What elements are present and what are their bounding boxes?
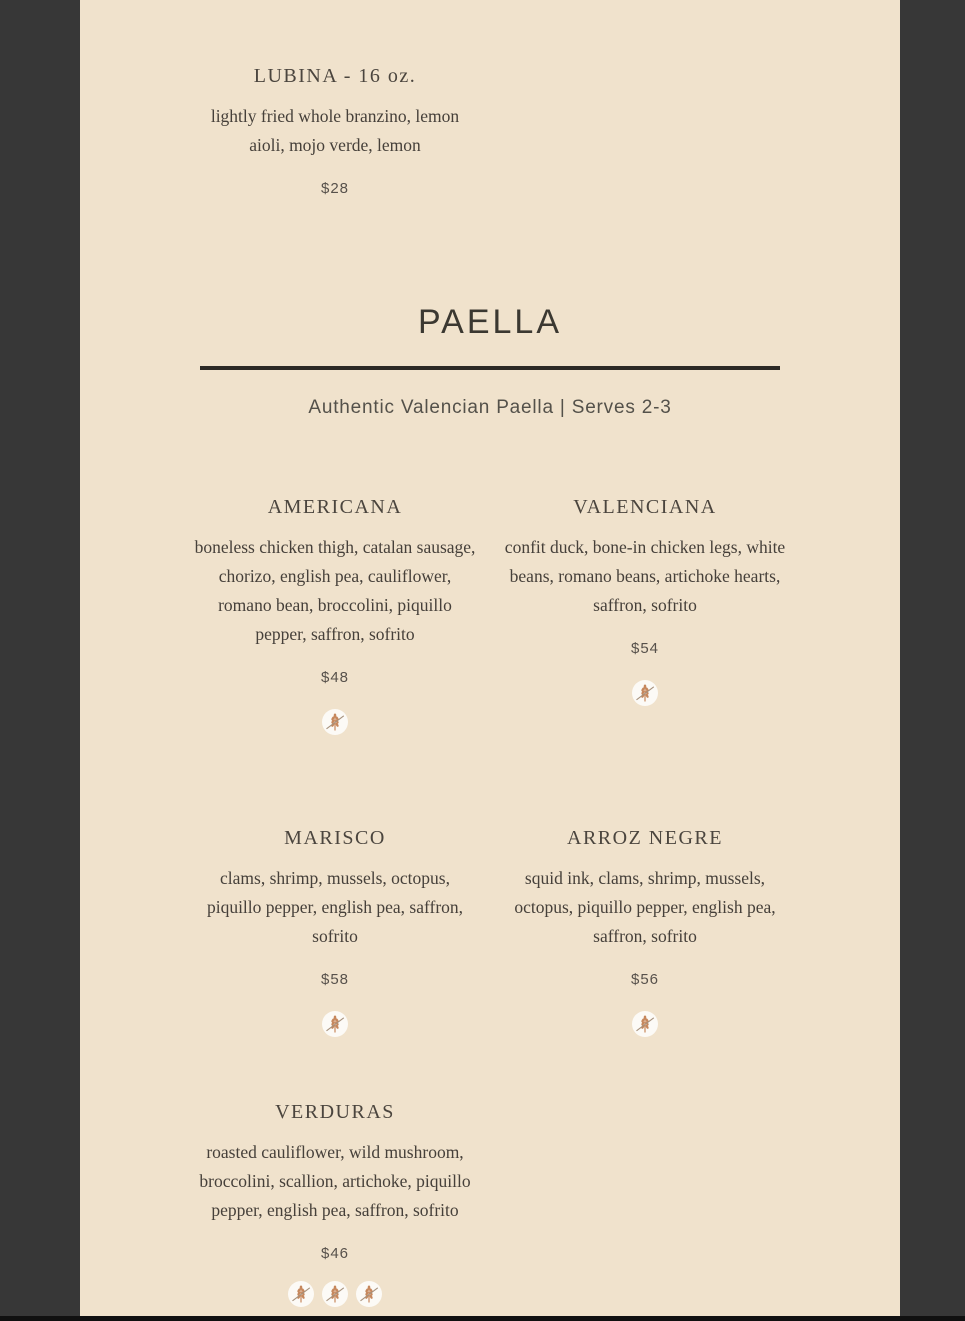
menu-item-arroz-negre xyxy=(503,825,787,1037)
section-title: PAELLA xyxy=(417,303,562,341)
item-name: ARROZ NEGRE xyxy=(567,827,723,849)
item-price: $58 xyxy=(320,971,350,988)
item-name: LUBINA - 16 oz. xyxy=(253,65,417,87)
section-subtitle: Authentic Valencian Paella | Serves 2-3 xyxy=(308,397,672,418)
dietary-badge-icon xyxy=(356,1281,382,1307)
dietary-icon-row xyxy=(193,1281,477,1307)
item-name: VALENCIANA xyxy=(573,496,717,518)
dietary-badge-icon xyxy=(288,1281,314,1307)
menu-item-valenciana xyxy=(503,494,787,706)
section-divider xyxy=(200,366,780,370)
item-name: AMERICANA xyxy=(267,496,403,518)
gluten-free-icon xyxy=(322,1011,348,1037)
menu-item-verduras xyxy=(193,1099,477,1307)
menu-content-panel xyxy=(80,0,900,1321)
footer-band xyxy=(0,1316,965,1321)
item-description: lightly fried whole branzino, lemon aioli, mojo verde, lemon xyxy=(210,106,460,155)
gluten-free-icon xyxy=(322,709,348,735)
item-description: boneless chicken thigh, catalan sausage, chorizo, english pea, cauliflower, romano bean, broccolini, piquillo pepper, saffron, sofrito xyxy=(194,537,476,644)
menu-item-americana xyxy=(193,494,477,735)
item-name: MARISCO xyxy=(284,827,386,849)
dietary-icon-row xyxy=(503,680,787,706)
item-description: roasted cauliflower, wild mushroom, broccolini, scallion, artichoke, piquillo pepper, english pea, saffron, sofrito xyxy=(199,1142,471,1220)
dietary-icon-row xyxy=(193,1011,477,1037)
item-description: confit duck, bone-in chicken legs, white beans, romano beans, artichoke hearts, saffron, sofrito xyxy=(504,537,786,615)
item-description: squid ink, clams, shrimp, mussels, octopus, piquillo pepper, english pea, saffron, sofrito xyxy=(514,868,776,946)
dietary-icon-row xyxy=(503,1011,787,1037)
dietary-badge-icon xyxy=(322,1281,348,1307)
item-price: $46 xyxy=(320,1245,350,1262)
item-name: VERDURAS xyxy=(275,1101,395,1123)
gluten-free-icon xyxy=(632,1011,658,1037)
item-price: $56 xyxy=(630,971,660,988)
menu-item-lubina xyxy=(193,63,477,199)
item-price: $54 xyxy=(630,640,660,657)
dietary-icon-row xyxy=(193,709,477,735)
item-description: clams, shrimp, mussels, octopus, piquillo pepper, english pea, saffron, sofrito xyxy=(206,868,464,946)
item-price: $28 xyxy=(320,180,350,197)
item-price: $48 xyxy=(320,669,350,686)
gluten-free-icon xyxy=(632,680,658,706)
menu-item-marisco xyxy=(193,825,477,1037)
